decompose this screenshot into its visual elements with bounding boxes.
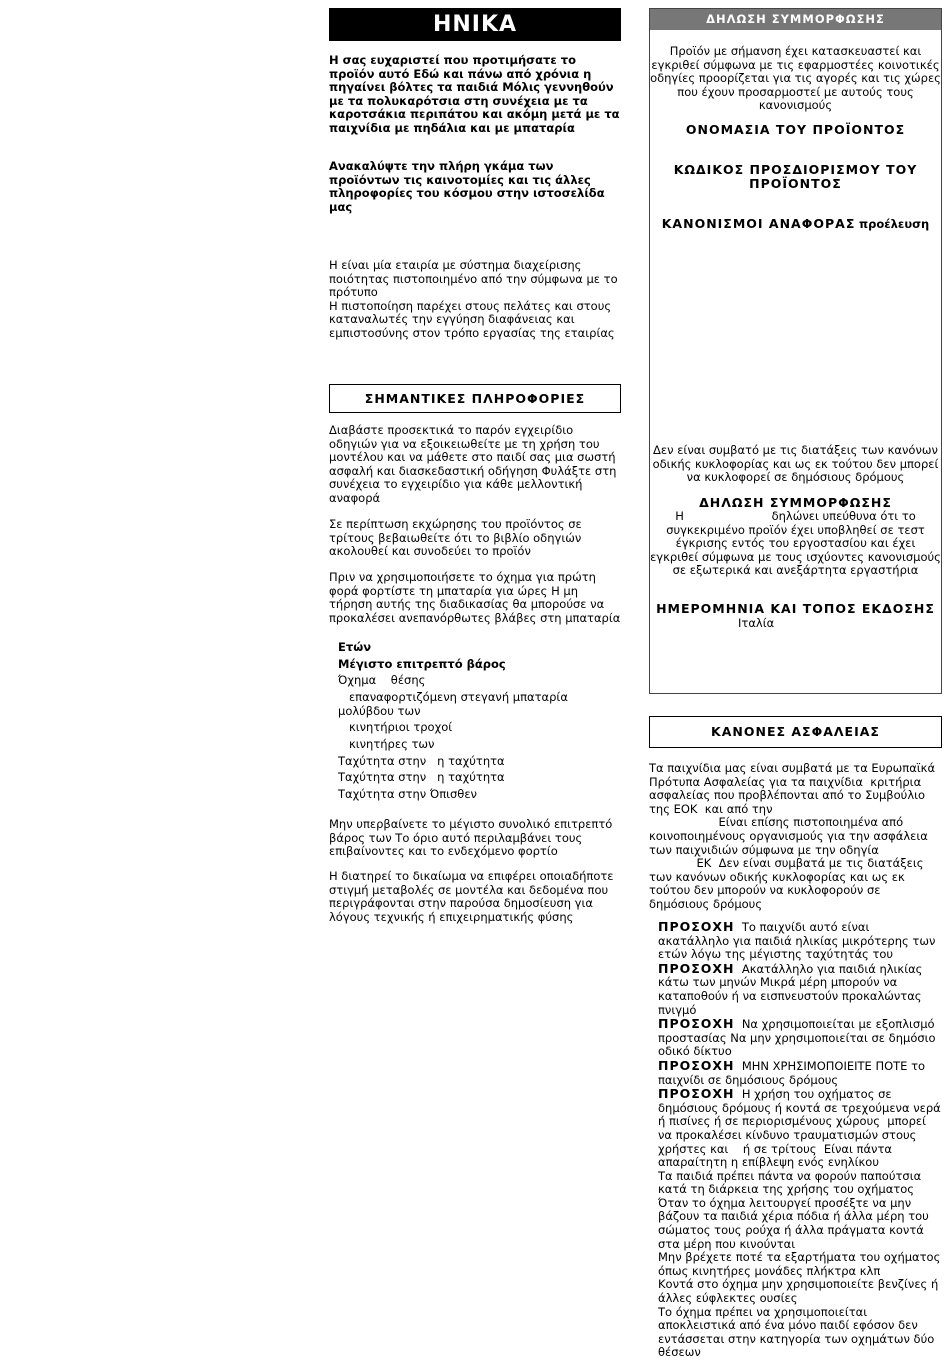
important-info-heading: ΣΗΜΑΝΤΙΚΕΣ ΠΛΗΡΟΦΟΡΙΕΣ xyxy=(329,384,621,413)
spec-item: Ταχύτητα στην η ταχύτητα xyxy=(338,770,505,785)
warning-label: ΠΡΟΣΟΧΗ xyxy=(658,919,735,934)
declaration-2-text: Η δηλώνει υπεύθυνα ότι το συγκεκριμένο προϊόν έχει υποβληθεί σε τεστ έγκρισης εντός του εργοστασίου και έχει εγκριθεί σύμφωνα με τους ισχύοντες κανονισμούς σε εξωτερικά και ανεξάρτητα εργαστήρια xyxy=(650,509,945,578)
rule-item: Κοντά στο όχημα μην χρησιμοποιείτε βενζίνες ή άλλες εύφλεκτες ουσίες xyxy=(658,1277,939,1306)
important-paragraph-1: Διαβάστε προσεκτικά το παρόν εγχειρίδιο οδηγιών για να εξοικειωθείτε με τη χρήση του μοντέλου και να μάθετε στο παιδί σας μια σωστή ασφαλή και διασκεδαστική οδήγηση Φυλάξτε στη συνέχεια το εγχειρίδιο για κάθε μελλοντική αναφορά xyxy=(329,423,617,505)
warning-item: ΠΡΟΣΟΧΗ Το παιχνίδι αυτό είναι ακατάλληλο για παιδιά ηλικίας μικρότερης των ετών λόγω της μέγιστης ταχύτητάς του xyxy=(658,919,936,962)
warning-item: ΠΡΟΣΟΧΗ Η χρήση του οχήματος σε δημόσιους δρόμους ή κοντά σε τρεχούμενα νερά ή πισίνες ή σε περιορισμένους χώρους μπορεί να προκαλέσει κίνδυνο τραυματισμών στους χρήστες και ή σε τρίτους Είναι πάντα απαραίτητη η επίβλεψη ενός ενηλίκου xyxy=(658,1086,945,1170)
rule-item: Μην βρέχετε ποτέ τα εξαρτήματα του οχήματος όπως κινητήρες μονάδες πλήκτρα κλπ xyxy=(658,1250,941,1278)
spec-item: κινητήρες των xyxy=(338,737,435,752)
warning-label: ΠΡΟΣΟΧΗ xyxy=(658,1086,735,1102)
safety-rules-heading: ΚΑΝΟΝΕΣ ΑΣΦΑΛΕΙΑΣ xyxy=(649,716,942,748)
rights-paragraph: Η διατηρεί το δικαίωμα να επιφέρει οποιαδήποτε στιγμή μεταβολές σε μοντέλα και δεδομένα που περιγράφονται στην παρούσα δημοσίευση για λόγους τεχνικής ή επιχειρηματικής φύσης xyxy=(329,869,614,924)
max-weight-paragraph: Μην υπερβαίνετε το μέγιστο συνολικό επιτρεπτό βάρος των Το όριο αυτό περιλαμβάνει τους επιβαίνοντες και το ενδεχόμενο φορτίο xyxy=(329,817,613,859)
declaration-2-heading: ΔΗΛΩΣΗ ΣΥΜΜΟΡΦΩΣΗΣ xyxy=(699,495,892,510)
warnings-list xyxy=(658,919,945,1360)
regulations-label: ΚΑΝΟΝΙΣΜΟΙ ΑΝΑΦΟΡΑΣ xyxy=(661,216,856,231)
issue-date-place-label: ΗΜΕΡΟΜΗΝΙΑ ΚΑΙ ΤΟΠΟΣ ΕΚΔΟΣΗΣ xyxy=(656,601,935,616)
quality-paragraph: Η είναι μία εταιρία με σύστημα διαχείρισης ποιότητας πιστοποιημένο από την σύμφωνα με το πρότυπο Η πιστοποίηση παρέχει στους πελάτες και στους καταναλωτές την εγγύηση διαφάνειας και εμπιστοσύνης στον τρόπο εργασίας της εταιρίας xyxy=(329,258,618,340)
declaration-intro: Προϊόν με σήμανση έχει κατασκευαστεί και εγκριθεί σύμφωνα με τις εφαρμοστέες κοινοτικές οδηγίες προορίζεται για τις αγορές και τις χώρες που έχουν προσαρμοστεί με αυτούς τους κανονισμούς xyxy=(650,44,941,113)
warning-item: ΠΡΟΣΟΧΗ ΜΗΝ ΧΡΗΣΙΜΟΠΟΙΕΙΤΕ ΠΟΤΕ το παιχνίδι σε δημόσιους δρόμους xyxy=(658,1057,926,1087)
declaration-header: ΔΗΛΩΣΗ ΣΥΜΜΟΡΦΩΣΗΣ xyxy=(650,9,941,30)
rule-item: Το όχημα πρέπει να χρησιμοποιείται αποκλειστικά από ένα μόνο παιδί εφόσον δεν εντάσσεται στην κατηγορία των οχημάτων δύο θέσεων xyxy=(658,1304,935,1360)
spec-item: Ταχύτητα στην η ταχύτητα xyxy=(338,753,505,768)
spec-item: Όχημα θέσης xyxy=(338,673,426,688)
page-title: HNIKA xyxy=(329,8,621,41)
spec-item: επαναφορτιζόμενη στεγανή μπαταρία μολύβδου των xyxy=(338,690,572,718)
rule-item: Τα παιδιά πρέπει πάντα να φορούν παπούτσια κατά τη διάρκεια της χρήσης του οχήματος xyxy=(658,1168,922,1197)
spec-item: Ετών xyxy=(338,640,372,654)
regulations-origin: προέλευση xyxy=(859,217,930,231)
warning-label: ΠΡΟΣΟΧΗ xyxy=(658,960,735,976)
safety-paragraph: Τα παιχνίδια μας είναι συμβατά με τα Ευρωπαϊκά Πρότυπα Ασφαλείας για τα παιχνίδια κριτήρια ασφαλείας που προβλέπονται από το Συμβούλιο της ΕΟΚ και από την Είναι επίσης πιστοποιημένα από κοινοποιημένους οργανισμούς για την ασφάλεια των παιχνιδιών σύμφωνα με την οδηγία ΕΚ Δεν είναι συμβατά με τις διατάξεις των κανόνων οδικής κυκλοφορίας και ως εκ τούτου δεν μπορούν να κυκλοφορούν σε δημόσιους δρόμους xyxy=(649,761,936,911)
spec-item: Ταχύτητα στην Όπισθεν xyxy=(338,787,477,802)
product-code-label: ΚΩΔΙΚΟΣ ΠΡΟΣΔΙΟΡΙΣΜΟΥ ΤΟΥ ΠΡΟΪΟΝΤΟΣ xyxy=(673,162,918,191)
important-paragraph-2: Σε περίπτωση εκχώρησης του προϊόντος σε τρίτους βεβαιωθείτε ότι το βιβλίο οδηγιών ακολουθεί και συνοδεύει το προϊόν xyxy=(329,517,582,559)
warning-label: ΠΡΟΣΟΧΗ xyxy=(658,1057,735,1073)
website-paragraph: Ανακαλύψτε την πλήρη γκάμα των προϊόντων τις καινοτομίες και τις άλλες πληροφορίες του κόσμου στην ιστοσελίδα μας xyxy=(329,159,605,214)
regulations-line xyxy=(650,217,941,232)
warning-item: ΠΡΟΣΟΧΗ Ακατάλληλο για παιδιά ηλικίας κάτω των μηνών Μικρά μέρη μπορούν να καταποθούν ή να εισπνευστούν προκαλώντας πνιγμό xyxy=(658,960,923,1017)
spec-list xyxy=(338,641,620,805)
battery-paragraph: Πριν να χρησιμοποιήσετε το όχημα για πρώτη φορά φορτίστε τη μπαταρία για ώρες Η μη τήρηση αυτής της διαδικασίας θα μπορούσε να προκαλέσει ανεπανόρθωτες βλάβες στη μπαταρία xyxy=(329,570,621,625)
spec-item: κινητήριοι τροχοί xyxy=(338,720,453,735)
warning-label: ΠΡΟΣΟΧΗ xyxy=(658,1016,735,1032)
not-road-legal-text: Δεν είναι συμβατό με τις διατάξεις των κανόνων οδικής κυκλοφορίας και ως εκ τούτου δεν μπορεί να κυκλοφορεί σε δημόσιους δρόμους xyxy=(652,443,939,485)
issue-place: Ιταλία xyxy=(738,616,775,630)
product-name-label: ΟΝΟΜΑΣΙΑ ΤΟΥ ΠΡΟΪΟΝΤΟΣ xyxy=(685,122,906,137)
intro-paragraph: Η σας ευχαριστεί που προτιμήσατε το προϊόν αυτό Εδώ και πάνω από χρόνια η πηγαίνει βόλτες τα παιδιά Μόλις γεννηθούν με τα πολυκαρότσια στη συνέχεια με τα καροτσάκια περιπάτου και ακόμη μετά με τα παιχνίδια με πηδάλια και με μπαταρία xyxy=(329,53,620,135)
spec-item: Μέγιστο επιτρεπτό βάρος xyxy=(338,656,506,671)
rule-item: Όταν το όχημα λειτουργεί προσέξτε να μην βάζουν τα παιδιά χέρια πόδια ή άλλα μέρη του σώματος τους ρούχα ή άλλα πράγματα κοντά στα μέρη που κινούνται xyxy=(658,1195,929,1251)
warning-item: ΠΡΟΣΟΧΗ Να χρησιμοποιείται με εξοπλισμό προστασίας Να μην χρησιμοποιείται σε δημόσιο οδικό δίκτυο xyxy=(658,1016,936,1059)
